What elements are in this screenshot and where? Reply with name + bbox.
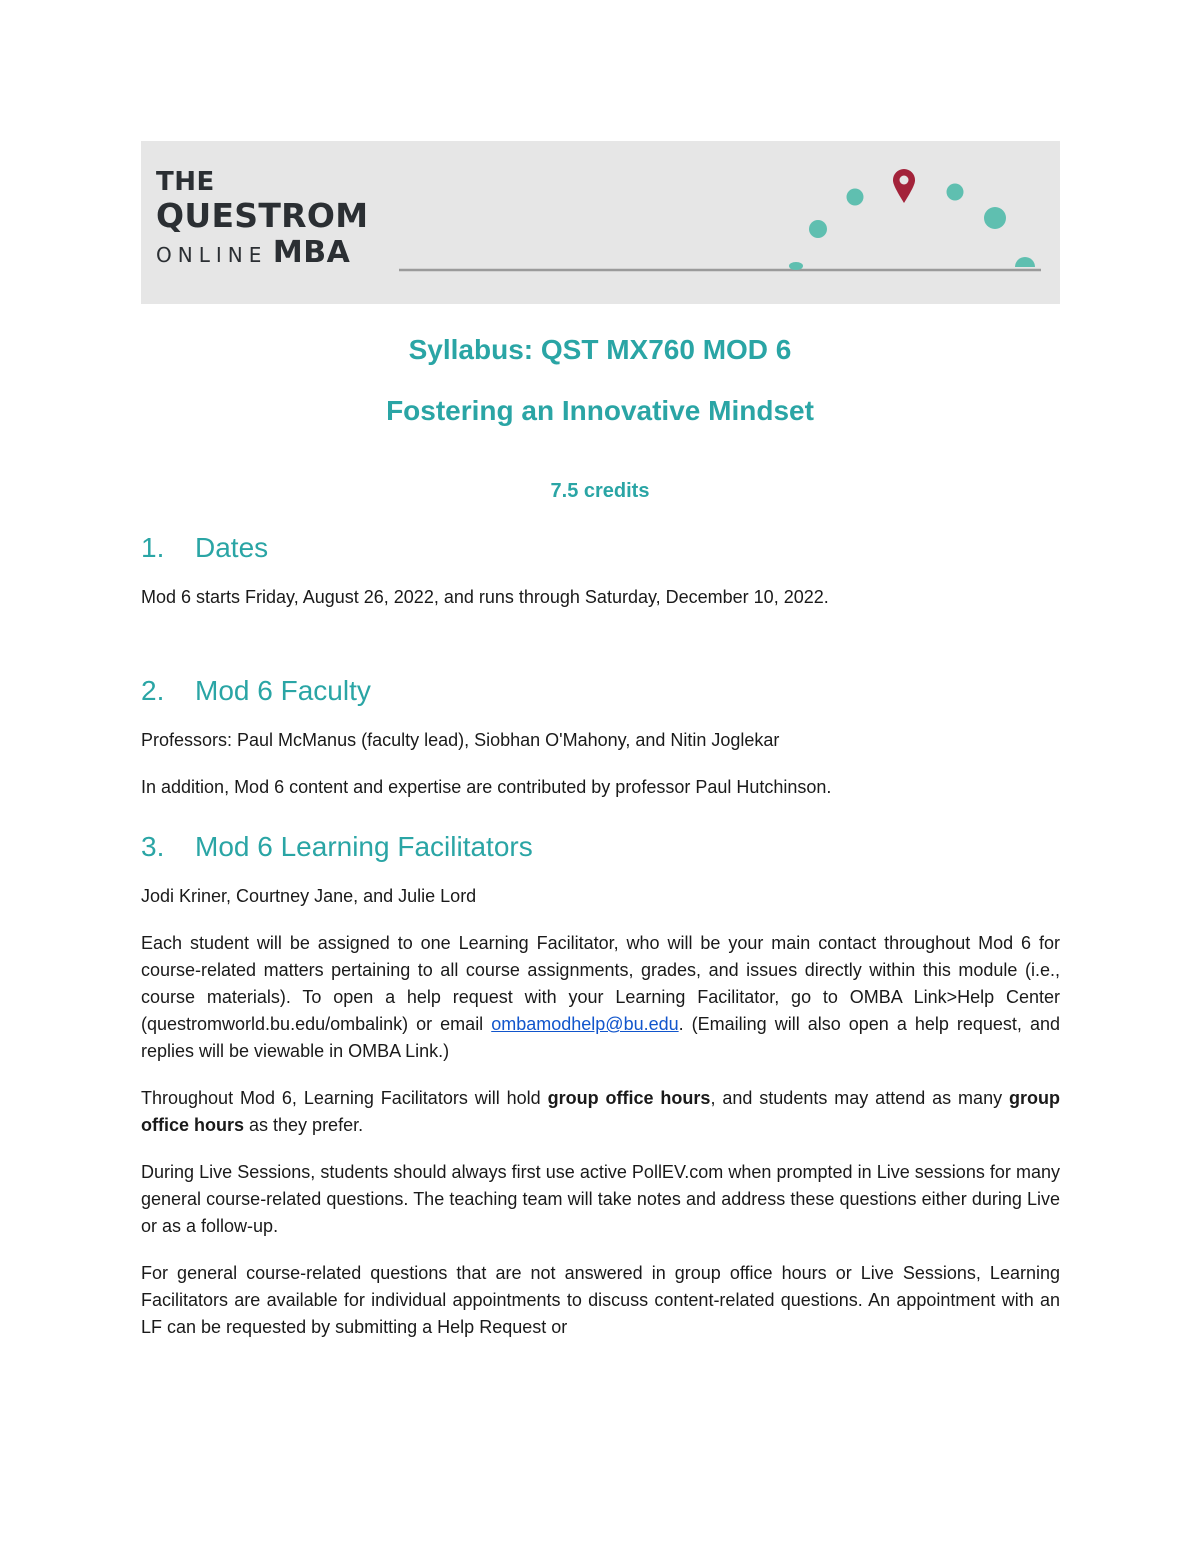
facilitator-paragraph-3: During Live Sessions, students should always first use active PollEV.com when prompted in Live sessions for many general course-related questions. The teaching team will take notes and address these questions either during Live or as a follow-up. [141,1162,1060,1236]
facilitator-names: Jodi Kriner, Courtney Jane, and Julie Lord [141,886,477,906]
credits-label: 7.5 credits [550,480,650,502]
bold-text: group office hours [141,1088,1060,1135]
facilitator-paragraph-1 [141,930,1060,1065]
syllabus-title: Syllabus: QST MX760 MOD 6 [408,334,792,365]
section-title: Dates [195,532,269,563]
section-heading-facilitators [141,827,1060,867]
facilitator-paragraph-2 [141,1085,1060,1139]
dot-icon [947,184,964,201]
logo-line-questrom: QUESTROM [156,196,369,235]
bold-text: group office hours [547,1088,711,1108]
dot-icon [984,207,1006,229]
paragraph-text: , and students may attend as many [710,1088,1009,1108]
logo-online: ONLINE [156,243,268,267]
dot-icon [1015,257,1035,267]
section-heading-faculty [141,671,1060,711]
syllabus-content [141,528,1060,1341]
faculty-addition-text: In addition, Mod 6 content and expertise are contributed by professor Paul Hutchinson. [141,777,832,797]
paragraph-text: . (Emailing will also open a help request, and replies will be viewable in OMBA Link.) [141,1014,1060,1061]
logo-mba: MBA [272,235,351,270]
dot-icon [789,262,803,270]
paragraph-text: as they prefer. [244,1115,364,1135]
dot-icon [847,189,864,206]
header-banner [141,141,1060,304]
paragraph-text: Each student will be assigned to one Learning Facilitator, who will be your main contact throughout Mod 6 for course-related matters pertaining to all course assignments, grades, and issues directly within this module (i.e., course materials). To open a help request with your Learning Facilitator, go to OMBA Link>Help Center (questromworld.bu.edu/ombalink) or email [141,933,1060,1034]
dates-text: Mod 6 starts Friday, August 26, 2022, and runs through Saturday, December 10, 2022. [141,587,829,607]
banner-graphic [141,141,1060,304]
section-number: 3. [141,831,165,862]
professors-text: Professors: Paul McManus (faculty lead), Siobhan O'Mahony, and Nitin Joglekar [141,730,780,750]
dot-icon [809,220,827,238]
course-title: Fostering an Innovative Mindset [386,395,814,426]
logo-line-the: THE [156,167,215,197]
facilitator-paragraph-4: For general course-related questions that are not answered in group office hours or Live Sessions, Learning Facilitators are available for individual appointments to discuss content-related questions. An appointment with an LF can be requested by submitting a Help Request or [141,1263,1060,1337]
section-title: Mod 6 Learning Facilitators [195,831,533,862]
section-number: 2. [141,675,165,706]
help-email-link[interactable]: ombamodhelp@bu.edu [491,1014,679,1034]
section-heading-dates [141,528,1060,568]
map-pin-icon [893,169,915,203]
paragraph-text: Throughout Mod 6, Learning Facilitators will hold [141,1088,548,1108]
section-number: 1. [141,532,165,563]
section-title: Mod 6 Faculty [195,675,371,706]
